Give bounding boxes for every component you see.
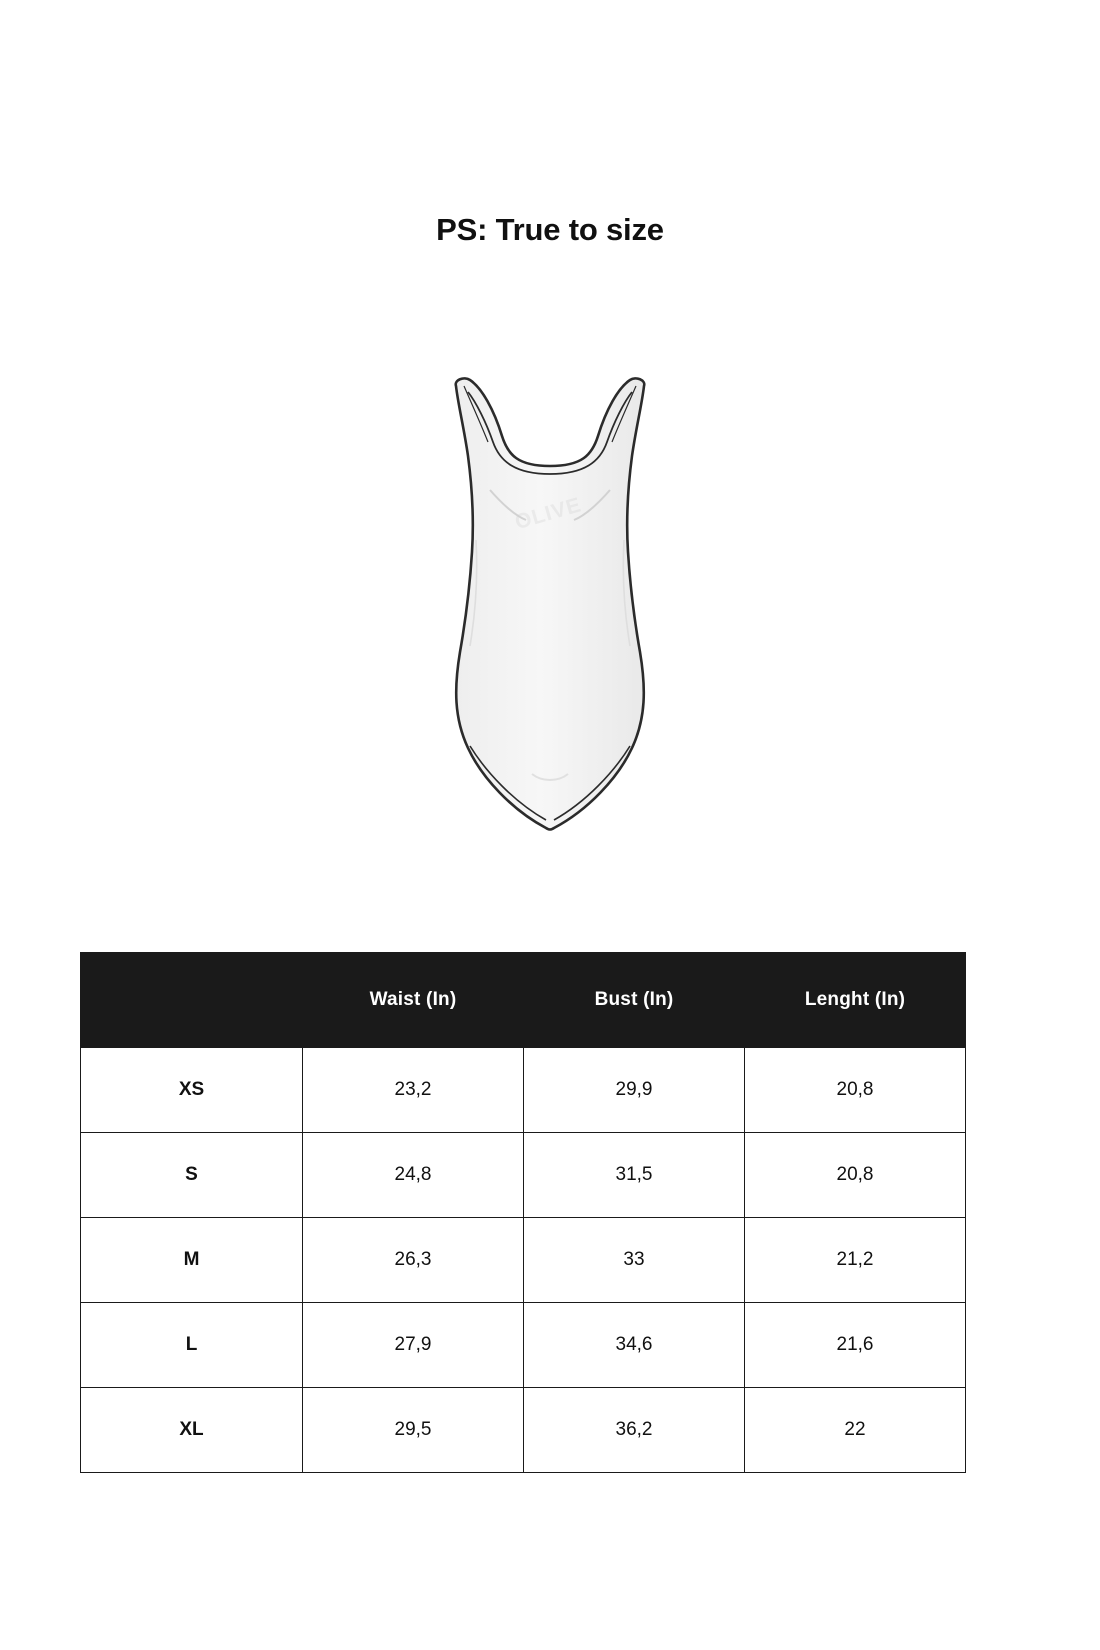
table-header-row [81, 953, 966, 1048]
size-label-m: M [81, 1218, 303, 1303]
column-header-bust: Bust (In) [524, 953, 745, 1048]
size-table [80, 952, 966, 1473]
cell-l-waist: 27,9 [303, 1303, 524, 1388]
page-title: PS: True to size [436, 212, 664, 247]
cell-l-bust: 34,6 [524, 1303, 745, 1388]
cell-l-length: 21,6 [745, 1303, 966, 1388]
table-row [81, 1218, 966, 1303]
cell-xl-waist: 29,5 [303, 1388, 524, 1473]
product-illustration [0, 370, 1100, 870]
cell-xl-length: 22 [745, 1388, 966, 1473]
size-label-xs: XS [81, 1048, 303, 1133]
column-header-length: Lenght (In) [745, 953, 966, 1048]
size-label-xl: XL [81, 1388, 303, 1473]
cell-xs-bust: 29,9 [524, 1048, 745, 1133]
cell-xs-length: 20,8 [745, 1048, 966, 1133]
table-corner-cell [81, 953, 303, 1048]
svg-text:OLIVE: OLIVE [512, 493, 585, 535]
cell-xs-waist: 23,2 [303, 1048, 524, 1133]
cell-s-length: 20,8 [745, 1133, 966, 1218]
size-chart [80, 952, 965, 1473]
cell-m-waist: 26,3 [303, 1218, 524, 1303]
cell-s-bust: 31,5 [524, 1133, 745, 1218]
table-row [81, 1048, 966, 1133]
table-row [81, 1303, 966, 1388]
size-label-l: L [81, 1303, 303, 1388]
table-row [81, 1388, 966, 1473]
cell-s-waist: 24,8 [303, 1133, 524, 1218]
cell-xl-bust: 36,2 [524, 1388, 745, 1473]
table-row [81, 1133, 966, 1218]
size-label-s: S [81, 1133, 303, 1218]
cell-m-bust: 33 [524, 1218, 745, 1303]
column-header-waist: Waist (In) [303, 953, 524, 1048]
cell-m-length: 21,2 [745, 1218, 966, 1303]
